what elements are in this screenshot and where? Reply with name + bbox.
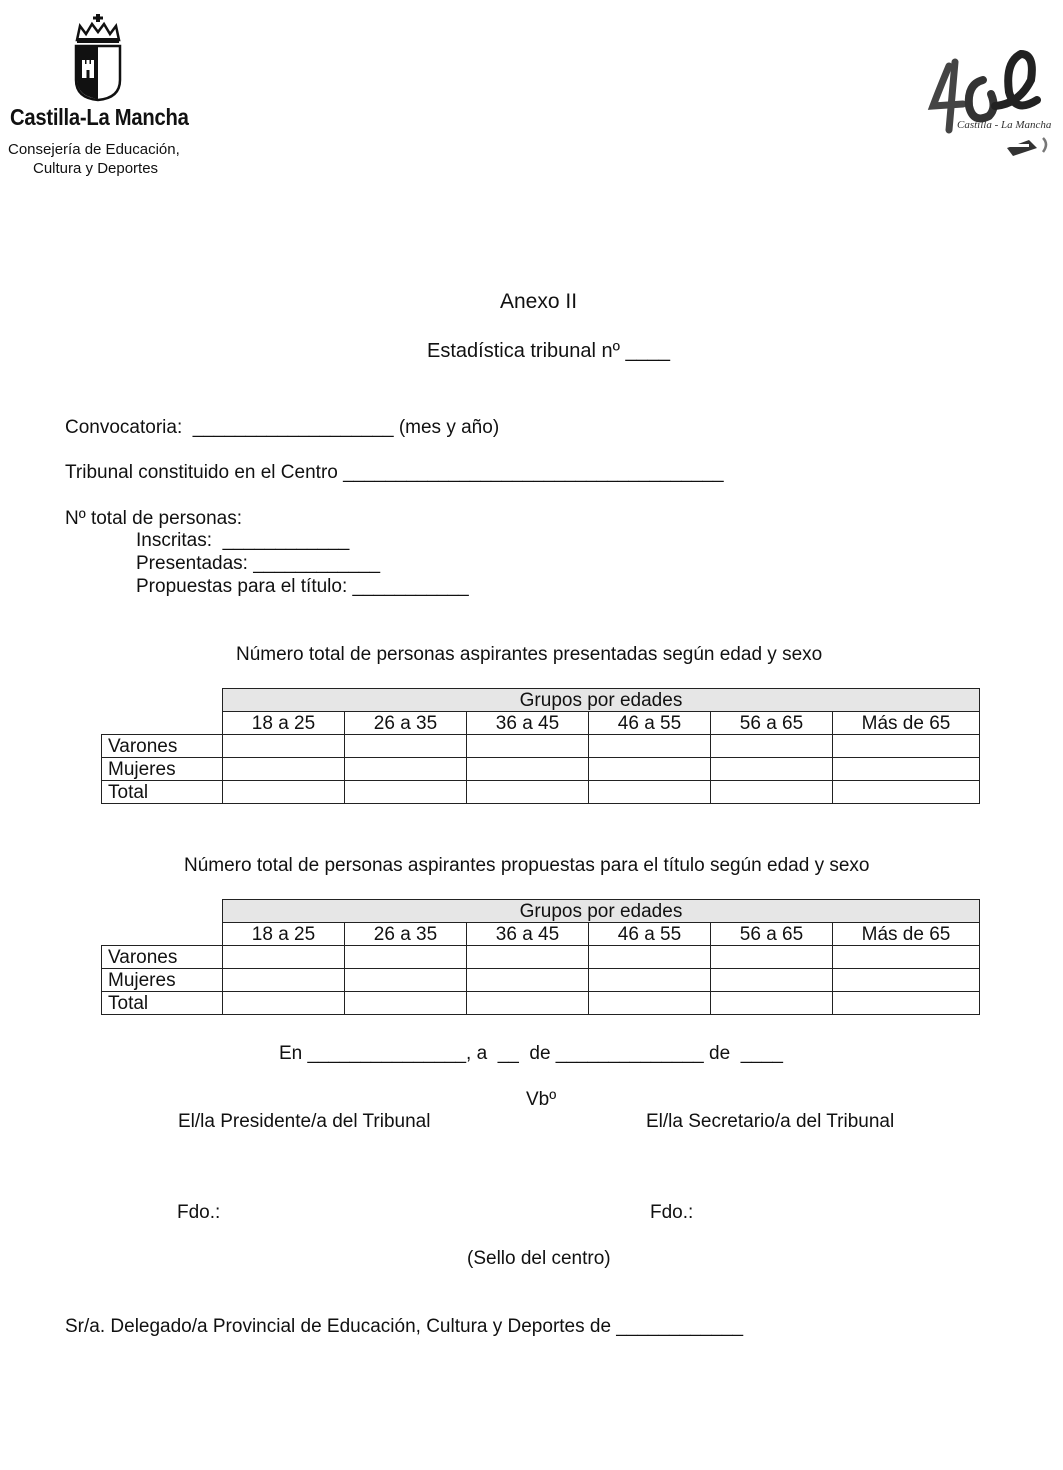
table-cell [345,758,467,781]
anniversary-40-logo [925,40,1060,168]
row-label: Total [102,781,223,804]
table-row [102,781,980,804]
table-cell [223,758,345,781]
document-title: Anexo II [500,290,578,313]
table-cell [345,781,467,804]
total-personas-label: Nº total de personas: [65,508,242,529]
table-cell [223,992,345,1015]
table-corner [102,900,223,923]
place-date-line: En _______________, a __ de ______________ de ____ [279,1043,783,1064]
table-row [102,735,980,758]
column-header: 46 a 55 [589,923,711,946]
department-line-2: Cultura y Deportes [33,160,159,177]
column-header: 36 a 45 [467,712,589,735]
document-subtitle: Estadística tribunal nº ____ [427,340,671,362]
castilla-la-mancha-crest-icon [72,14,124,102]
column-header: Más de 65 [833,712,980,735]
table-cell [711,758,833,781]
table-cell [467,969,589,992]
table-cell [345,946,467,969]
table-cell [467,735,589,758]
table-cell [833,735,980,758]
fdo-left: Fdo.: [177,1202,221,1223]
table-cell [467,946,589,969]
table-corner [102,712,223,735]
table-corner [102,689,223,712]
row-label: Varones [102,946,223,969]
table-cell [589,735,711,758]
table-cell [711,946,833,969]
table-cell [833,992,980,1015]
table-corner [102,923,223,946]
row-label: Mujeres [102,758,223,781]
table-cell [345,992,467,1015]
table-cell [223,735,345,758]
table-cell [833,781,980,804]
column-header: 36 a 45 [467,923,589,946]
fdo-right: Fdo.: [650,1202,694,1223]
visto-bueno: Vbº [526,1089,557,1110]
secretary-label: El/la Secretario/a del Tribunal [646,1111,895,1132]
table-cell [467,992,589,1015]
row-label: Varones [102,735,223,758]
table-cell [711,735,833,758]
table-cell [223,969,345,992]
tribunal-field: Tribunal constituido en el Centro ____________________________________ [65,462,724,483]
president-label: El/la Presidente/a del Tribunal [178,1111,431,1132]
table1-caption: Número total de personas aspirantes presentadas según edad y sexo [236,644,823,665]
column-header: 26 a 35 [345,712,467,735]
row-label: Total [102,992,223,1015]
seal-label: (Sello del centro) [467,1248,611,1269]
table-cell [345,969,467,992]
table-row [102,946,980,969]
table-cell [467,758,589,781]
table-cell [711,781,833,804]
table2-caption: Número total de personas aspirantes propuestas para el título según edad y sexo [184,855,870,876]
column-header: 18 a 25 [223,712,345,735]
presentadas-field: Presentadas: ____________ [136,553,381,574]
column-header: 46 a 55 [589,712,711,735]
group-header: Grupos por edades [223,689,980,712]
table-cell [833,946,980,969]
propuestas-field: Propuestas para el título: ___________ [136,576,469,597]
table-cell [467,781,589,804]
table-row [102,758,980,781]
table-cell [711,992,833,1015]
department-line-1: Consejería de Educación, [8,141,180,158]
table-cell [345,735,467,758]
group-header: Grupos por edades [223,900,980,923]
table-cell [589,758,711,781]
propuestas-table [101,899,980,1015]
table-cell [589,969,711,992]
column-header: 56 a 65 [711,712,833,735]
column-header: 26 a 35 [345,923,467,946]
table-cell [589,992,711,1015]
addressee-line: Sr/a. Delegado/a Provincial de Educación, Cultura y Deportes de ____________ [65,1316,744,1337]
table-cell [589,946,711,969]
inscritas-field: Inscritas: ____________ [136,530,350,551]
presentadas-table [101,688,980,804]
table-cell [589,781,711,804]
svg-text:Castilla - La Mancha: Castilla - La Mancha [957,119,1052,131]
row-label: Mujeres [102,969,223,992]
convocatoria-field: Convocatoria: ___________________ (mes y año) [65,417,500,438]
table-cell [223,781,345,804]
brand-name: Castilla-La Mancha [10,104,189,130]
table-cell [833,969,980,992]
column-header: 56 a 65 [711,923,833,946]
column-header: Más de 65 [833,923,980,946]
logo-text: 40 Castilla - La Mancha [927,42,938,43]
table-row [102,992,980,1015]
table-cell [833,758,980,781]
table-cell [223,946,345,969]
column-header: 18 a 25 [223,923,345,946]
table-row [102,969,980,992]
table-cell [711,969,833,992]
